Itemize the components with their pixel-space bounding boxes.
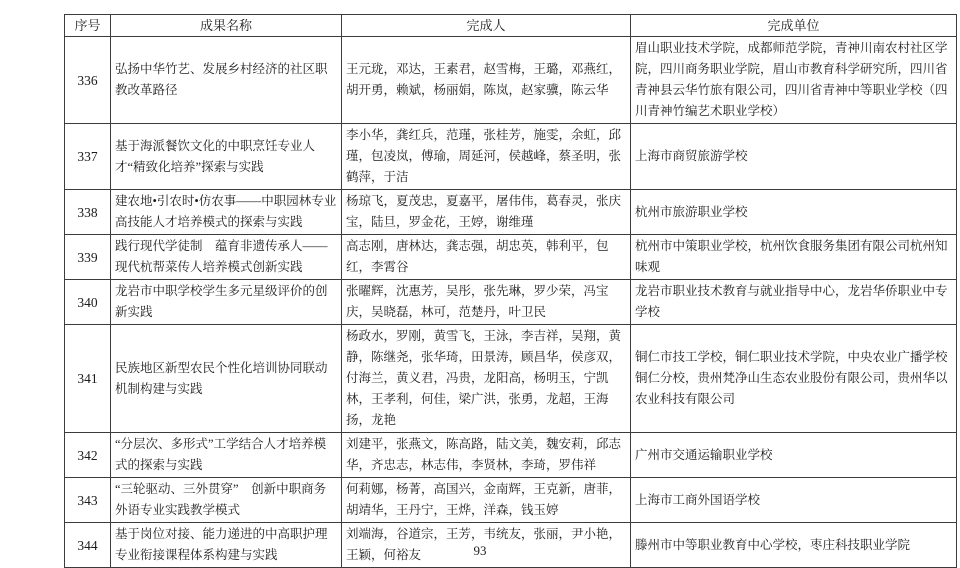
row-achievement-name: 基于海派餐饮文化的中职烹饪专业人才“精致化培养”探索与实践 — [111, 124, 342, 190]
row-completers: 张曜辉，沈惠芳，吴彤，张先琳，罗少荣，冯宝庆，吴晓磊，林可，范楚丹，叶卫民 — [342, 280, 631, 325]
row-achievement-name: 龙岩市中职学校学生多元星级评价的创新实践 — [111, 280, 342, 325]
row-completing-units: 杭州市旅游职业学校 — [631, 190, 957, 235]
table-row — [65, 478, 957, 523]
row-completing-units: 广州市交通运输职业学校 — [631, 433, 957, 478]
table-row — [65, 124, 957, 190]
row-achievement-name: 建农地•引农时•仿农事——中职园林专业高技能人才培养模式的探索与实践 — [111, 190, 342, 235]
row-serial-number: 341 — [65, 325, 111, 433]
page-number: 93 — [473, 543, 487, 558]
table-row — [65, 280, 957, 325]
row-achievement-name: 践行现代学徒制 蕴育非遗传承人——现代杭帮菜传人培养模式创新实践 — [111, 235, 342, 280]
header-serial-number: 序号 — [65, 15, 111, 37]
row-completing-units: 上海市工商外国语学校 — [631, 478, 957, 523]
row-completing-units: 龙岩市职业技术教育与就业指导中心，龙岩华侨职业中专学校 — [631, 280, 957, 325]
header-completing-units: 完成单位 — [631, 15, 957, 37]
table-body — [65, 37, 957, 568]
row-completers: 何莉娜，杨菁，高国兴，金南辉，王克新，唐菲，胡靖华，王丹宁，王烨，洋森，钱玉婷 — [342, 478, 631, 523]
row-serial-number: 340 — [65, 280, 111, 325]
row-completers: 刘端海，谷道宗，王芳，韦统友，张丽，尹小艳，王颖，何裕友 — [342, 523, 631, 568]
table-row — [65, 190, 957, 235]
row-completers: 刘建平，张燕文，陈高路，陆文美，魏安莉，邱志华，齐忠志，林志伟，李贤林，李琦，罗伟祥 — [342, 433, 631, 478]
row-serial-number: 344 — [65, 523, 111, 568]
row-serial-number: 336 — [65, 37, 111, 124]
row-serial-number: 338 — [65, 190, 111, 235]
row-serial-number: 342 — [65, 433, 111, 478]
header-row — [65, 15, 957, 37]
row-completers: 高志刚，唐林达，龚志强，胡忠英，韩利平，包红，李霄谷 — [342, 235, 631, 280]
row-achievement-name: 民族地区新型农民个性化培训协同联动机制构建与实践 — [111, 325, 342, 433]
row-completing-units: 铜仁市技工学校，铜仁职业技术学院，中央农业广播学校铜仁分校，贵州梵净山生态农业股份有限公司，贵州华以农业科技有限公司 — [631, 325, 957, 433]
header-achievement-name: 成果名称 — [111, 15, 342, 37]
row-achievement-name: “三轮驱动、三外贯穿” 创新中职商务外语专业实践教学模式 — [111, 478, 342, 523]
row-achievement-name: “分层次、多形式”工学结合人才培养模式的探索与实践 — [111, 433, 342, 478]
row-serial-number: 337 — [65, 124, 111, 190]
row-completing-units: 滕州市中等职业教育中心学校，枣庄科技职业学院 — [631, 523, 957, 568]
table-row — [65, 235, 957, 280]
row-completing-units: 眉山职业技术学院，成都师范学院，青神川南农村社区学院，四川商务职业学院，眉山市教育科学研究所，四川省青神县云华竹旅有限公司，四川省青神中等职业学校（四川青神竹编艺术职业学校） — [631, 37, 957, 124]
row-completers: 王元珑，邓达，王素君，赵雪梅，王璐，邓燕红，胡开勇，赖斌，杨丽娟，陈岚，赵家骥，陈云华 — [342, 37, 631, 124]
row-completing-units: 上海市商贸旅游学校 — [631, 124, 957, 190]
row-serial-number: 339 — [65, 235, 111, 280]
row-completers: 杨政水，罗刚，黄雪飞，王泳，李吉祥，吴翔，黄静，陈继尧，张华琦，田景涛，顾昌华，侯彦双，付海兰，黄义君，冯贵，龙阳高，杨明玉，宁凯林，王孝利，何佳，梁广洪，张勇，龙超，王海扬，龙艳 — [342, 325, 631, 433]
row-achievement-name: 弘扬中华竹艺、发展乡村经济的社区职教改革路径 — [111, 37, 342, 124]
table-row — [65, 433, 957, 478]
achievements-table — [64, 14, 957, 568]
table-row — [65, 325, 957, 433]
header-completers: 完成人 — [342, 15, 631, 37]
row-completers: 杨琼飞，夏茂忠，夏嘉平，屠伟伟，葛春灵，张庆宝，陆旦，罗金花，王婷，谢维瑾 — [342, 190, 631, 235]
row-serial-number: 343 — [65, 478, 111, 523]
row-completing-units: 杭州市中策职业学校，杭州饮食服务集团有限公司杭州知味观 — [631, 235, 957, 280]
row-achievement-name: 基于岗位对接、能力递进的中高职护理专业衔接课程体系构建与实践 — [111, 523, 342, 568]
table-row — [65, 37, 957, 124]
row-completers: 李小华，龚红兵，范瑾，张桂芳，施雯，余虹，邱瑾，包凌岚，傅瑜，周延河，侯越峰，蔡圣明，张鹤萍，于洁 — [342, 124, 631, 190]
